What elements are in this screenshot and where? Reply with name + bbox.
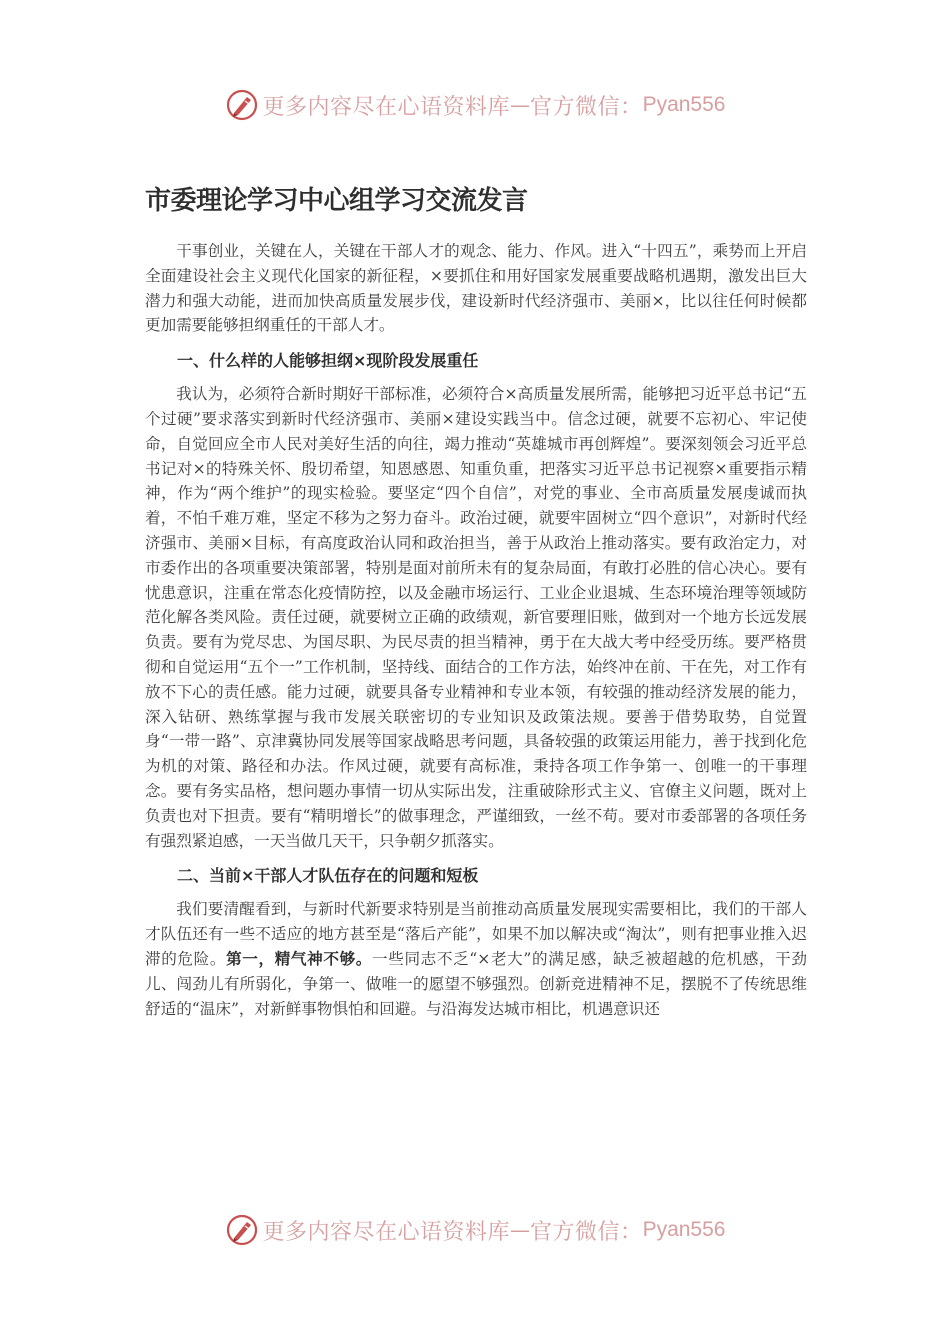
section-1-paragraph: 我认为，必须符合新时期好干部标准，必须符合×高质量发展所需，能够把习近平总书记“五个过硬”要求落实到新时代经济强市、美丽×建设实践当中。信念过硬，就要不忘初心、牢记使命，自觉回应全市人民对美好生活的向往，竭力推动“英雄城市再创辉煌”。要深刻领会习近平总书记对×的特殊关怀、殷切希望，知恩感恩、知重负重，把落实习近平总书记视察×重要指示精神，作为“两个维护”的现实检验。要坚定“四个自信”，对党的事业、全市高质量发展虔诚而执着，不怕千难万难，坚定不移为之努力奋斗。政治过硬，就要牢固树立“四个意识”，对新时代经济强市、美丽×目标，有高度政治认同和政治担当，善于从政治上推动落实。要有政治定力，对市委作出的各项重要决策部署，特别是面对前所未有的复杂局面，有敢打必胜的信心决心。要有忧患意识，注重在常态化疫情防控，以及金融市场运行、工业企业退城、生态环境治理等领域防范化解各类风险。责任过硬，就要树立正确的政绩观，新官要理旧账，做到对一个地方长远发展负责。要有为党尽忠、为国尽职、为民尽责的担当精神，勇于在大战大考中经受历练。要严格贯彻和自觉运用“五个一”工作机制，坚持线、面结合的工作方法，始终冲在前、干在先，对工作有放不下心的责任感。能力过硬，就要具备专业精神和专业本领，有较强的推动经济发展的能力，深入钻研、熟练掌握与我市发展关联密切的专业知识及政策法规。要善于借势取势，自觉置身“一带一路”、京津冀协同发展等国家战略思考问题，具备较强的政策运用能力，善于找到化危为机的对策、路径和办法。作风过硬，就要有高标准，秉持各项工作争第一、创唯一的干事理念。要有务实品格，想问题办事情一切从实际出发，注重破除形式主义、官僚主义问题，既对上负责也对下担责。要有“精明增长”的做事理念，严谨细致，一丝不苟。要对市委部署的各项任务有强烈紧迫感，一天当做几天干，只争朝夕抓落实。 <box>145 385 807 850</box>
document-body <box>145 170 807 1021</box>
section-2-text-before: 我们要清醒看到，与新时代新要求特别是当前推动高质量发展现实需要相比，我们的干部人才队伍还有一些不适应的地方甚至是“落后产能”，如果不加以解决或“淘汰”，则有把事业推入迟滞的危险。 <box>145 900 807 968</box>
banner-wechat-label: 官方微信： <box>530 94 643 120</box>
footer-banner-wechat-label: 官方微信： <box>530 1219 643 1245</box>
section-2-heading: 二、当前×干部人才队伍存在的问题和短板 <box>177 866 479 886</box>
section-1-heading: 一、什么样的人能够担纲×现阶段发展重任 <box>177 351 479 371</box>
footer-banner-wechat-id: Pyan556 <box>642 1218 726 1241</box>
intro-paragraph: 干事创业，关键在人，关键在干部人才的观念、能力、作风。进入“十四五”，乘势而上开启全面建设社会主义现代化国家的新征程，×要抓住和用好国家发展重要战略机遇期，激发出巨大潜力和强大动能，进而加快高质量发展步伐，建设新时代经济强市、美丽×，比以往任何时候都更加需要能够担纲重任的干部人才。 <box>145 242 807 335</box>
banner-separator: — <box>510 93 531 117</box>
pen-logo-icon <box>225 88 259 122</box>
section-2-bold-point: 第一，精气神不够。 <box>226 948 373 968</box>
header-banner <box>0 85 950 125</box>
banner-wechat-id: Pyan556 <box>642 93 726 116</box>
section-2-paragraph <box>145 897 807 1021</box>
footer-banner-text: 更多内容尽在心语资料库 <box>262 1219 511 1245</box>
pen-logo-icon <box>225 1213 259 1247</box>
footer-banner <box>0 1210 950 1250</box>
footer-banner-separator: — <box>510 1218 531 1242</box>
banner-text: 更多内容尽在心语资料库 <box>262 94 511 120</box>
document-title: 市委理论学习中心组学习交流发言 <box>145 186 528 216</box>
section-2-text-after: 一些同志不乏“×老大”的满足感，缺乏被超越的危机感，干劲儿、闯劲儿有所弱化，争第一、做唯一的愿望不够强烈。创新竞进精神不足，摆脱不了传统思维舒适的“温床”，对新鲜事物惧怕和回避。与沿海发达城市相比，机遇意识还 <box>145 949 807 1018</box>
